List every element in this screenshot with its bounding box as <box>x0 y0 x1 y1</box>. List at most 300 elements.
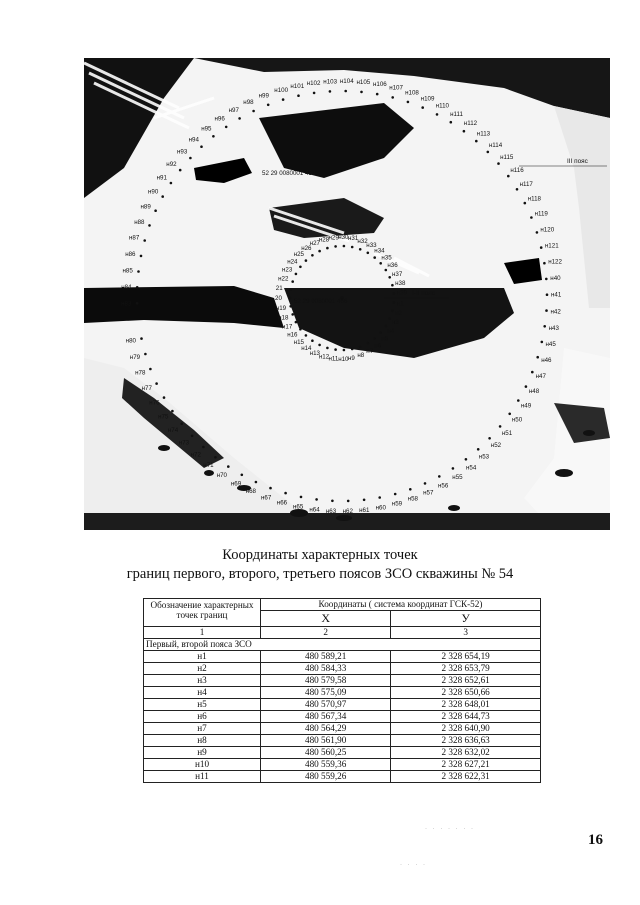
cell-name: н4 <box>144 687 261 699</box>
boundary-point-label: н96 <box>214 115 225 123</box>
boundary-point-label: н116 <box>510 167 524 175</box>
boundary-point-label: н41 <box>551 291 562 299</box>
cell-name: н9 <box>144 747 261 759</box>
boundary-point-label: н35 <box>381 254 392 262</box>
boundary-point-label: н33 <box>366 242 377 249</box>
boundary-point <box>497 162 500 165</box>
boundary-point-label: н71 <box>203 462 214 470</box>
zone-scheme-map <box>84 58 610 530</box>
boundary-point <box>136 302 139 305</box>
cell-y: 2 328 636,63 <box>391 735 541 747</box>
boundary-point-label: н40 <box>550 275 561 283</box>
caption-line-1: Координаты характерных точек <box>222 547 418 563</box>
cadastral-number-outer: 52 29 0080001 439 <box>262 170 316 177</box>
boundary-point-label: н38 <box>395 280 406 287</box>
boundary-point <box>255 481 258 484</box>
boundary-point <box>536 231 539 234</box>
boundary-point-label: н93 <box>177 148 188 156</box>
caption-line-2: границ первого, второго, третьего поясов ЗСО скважины № 54 <box>126 566 514 582</box>
boundary-point-label: н102 <box>306 80 321 87</box>
boundary-point <box>409 488 412 491</box>
boundary-point-label: н22 <box>278 275 289 283</box>
cell-name: н5 <box>144 699 261 711</box>
cell-x: 480 559,26 <box>261 771 391 783</box>
column-number-3: 3 <box>391 627 541 639</box>
boundary-point-label: н50 <box>511 416 523 424</box>
boundary-point-label: н80 <box>125 337 137 345</box>
cell-x: 480 564,29 <box>261 723 391 735</box>
boundary-point <box>379 331 382 334</box>
cell-name: н10 <box>144 759 261 771</box>
table-row <box>144 651 541 663</box>
boundary-point <box>463 130 466 133</box>
boundary-point <box>331 500 334 503</box>
table-row <box>144 687 541 699</box>
boundary-point-label: н10 <box>338 356 349 363</box>
boundary-point <box>545 278 548 281</box>
cell-x: 480 579,58 <box>261 675 391 687</box>
boundary-point <box>516 188 519 191</box>
boundary-point-label: н55 <box>452 473 463 481</box>
boundary-point <box>388 317 391 320</box>
table-row <box>144 699 541 711</box>
boundary-point <box>161 195 164 198</box>
cell-name: н11 <box>144 771 261 783</box>
boundary-point-label: н12 <box>318 353 330 361</box>
cell-name: н2 <box>144 663 261 675</box>
boundary-point-label: н23 <box>282 266 293 274</box>
boundary-point <box>140 337 143 340</box>
cell-x: 480 589,21 <box>261 651 391 663</box>
boundary-point <box>180 423 183 426</box>
zone-note-outer: III пояс <box>567 158 588 165</box>
boundary-point <box>507 175 510 178</box>
cell-y: 2 328 644,73 <box>391 711 541 723</box>
boundary-point <box>300 496 303 499</box>
cell-y: 2 328 622,31 <box>391 771 541 783</box>
boundary-point-label: н73 <box>178 439 190 447</box>
map-background <box>84 58 610 530</box>
section-label: Первый, второй пояса ЗСО <box>144 639 541 651</box>
boundary-point <box>424 482 427 485</box>
header-y: У <box>391 611 541 627</box>
boundary-point <box>329 90 332 93</box>
boundary-point-label: н107 <box>389 84 403 92</box>
cell-name: н7 <box>144 723 261 735</box>
boundary-point-label: н39 <box>396 289 408 297</box>
boundary-point <box>499 425 502 428</box>
cell-y: 2 328 650,66 <box>391 687 541 699</box>
boundary-point-label: н58 <box>407 495 419 503</box>
boundary-point-label: н65 <box>293 503 304 511</box>
boundary-point-label: н113 <box>476 130 491 138</box>
cell-x: 480 561,90 <box>261 735 391 747</box>
boundary-point-label: н46 <box>541 357 552 365</box>
boundary-point-label: н108 <box>405 89 419 97</box>
boundary-point-label: н117 <box>519 181 533 189</box>
boundary-point <box>436 113 439 116</box>
cell-name: н3 <box>144 675 261 687</box>
boundary-point <box>189 157 192 160</box>
boundary-point <box>373 337 376 340</box>
boundary-point-label: н112 <box>463 120 478 128</box>
boundary-point-label: н89 <box>140 203 151 211</box>
table-row <box>144 747 541 759</box>
boundary-point-label: н34 <box>374 247 385 255</box>
boundary-point <box>525 385 528 388</box>
boundary-point-label: н72 <box>190 451 201 459</box>
table-row <box>144 759 541 771</box>
boundary-point <box>452 467 455 470</box>
boundary-point <box>137 270 140 273</box>
boundary-point <box>488 437 491 440</box>
boundary-point <box>295 321 298 324</box>
boundary-point <box>305 334 308 337</box>
boundary-point-label: н106 <box>373 81 387 89</box>
boundary-point-label: н24 <box>287 258 298 266</box>
boundary-point-label: н37 <box>392 270 403 278</box>
cell-y: 2 328 632,02 <box>391 747 541 759</box>
cell-y: 2 328 652,61 <box>391 675 541 687</box>
boundary-point-label: н8 <box>357 352 365 360</box>
boundary-point-label: н103 <box>323 78 338 86</box>
boundary-point-label: н67 <box>261 494 272 502</box>
table-row <box>144 711 541 723</box>
boundary-point-label: н51 <box>501 429 513 437</box>
boundary-point <box>388 276 391 279</box>
boundary-point-label: н26 <box>301 244 312 252</box>
boundary-point <box>508 413 511 416</box>
boundary-point <box>191 435 194 438</box>
boundary-point <box>136 286 139 289</box>
boundary-point <box>315 498 318 501</box>
boundary-point <box>267 104 270 107</box>
boundary-point-label: н6 <box>374 342 382 350</box>
boundary-point-label: н91 <box>156 174 167 182</box>
boundary-point <box>318 250 321 253</box>
boundary-point-label: н52 <box>490 442 502 450</box>
boundary-point-label: н121 <box>544 242 559 250</box>
boundary-point-label: н15 <box>293 338 305 346</box>
boundary-point <box>367 252 370 255</box>
boundary-point <box>291 313 294 316</box>
boundary-point-label: н122 <box>548 258 562 266</box>
boundary-point-label: н75 <box>158 413 169 421</box>
boundary-point-label: н31 <box>348 235 359 243</box>
boundary-point <box>517 399 520 402</box>
boundary-point-label: н118 <box>527 195 541 203</box>
boundary-point-label: н47 <box>535 372 546 380</box>
boundary-point <box>367 342 370 345</box>
cell-name: н8 <box>144 735 261 747</box>
boundary-point <box>326 247 329 250</box>
boundary-point-label: н27 <box>309 240 321 247</box>
table-row <box>144 723 541 735</box>
boundary-point <box>148 224 151 227</box>
boundary-point <box>477 448 480 451</box>
boundary-point-label: н43 <box>548 324 559 332</box>
boundary-point-label: н2 <box>395 310 402 317</box>
boundary-point <box>531 371 534 374</box>
cell-y: 2 328 654,19 <box>391 651 541 663</box>
boundary-point <box>202 446 205 449</box>
zone-note-inner: I-II пояс <box>412 290 435 297</box>
boundary-point-label: н90 <box>148 188 159 196</box>
boundary-point <box>347 500 350 503</box>
table-row <box>144 675 541 687</box>
boundary-point <box>450 121 453 124</box>
boundary-point <box>171 410 174 413</box>
boundary-point <box>465 458 468 461</box>
cell-name: н6 <box>144 711 261 723</box>
boundary-point-label: н105 <box>356 79 371 86</box>
boundary-point <box>379 262 382 265</box>
cell-x: 480 570,97 <box>261 699 391 711</box>
boundary-point-label: н18 <box>278 314 289 322</box>
boundary-point <box>318 344 321 347</box>
boundary-point <box>311 339 314 342</box>
scan-artifact: · · · · <box>400 862 427 868</box>
boundary-point-label: н114 <box>488 141 503 149</box>
boundary-point <box>326 347 329 350</box>
boundary-point-label: н68 <box>245 488 257 496</box>
page-number: 16 <box>588 832 603 848</box>
boundary-point-label: н16 <box>287 331 298 339</box>
boundary-point-label: н88 <box>134 218 145 226</box>
boundary-point <box>360 91 363 94</box>
boundary-point <box>227 465 230 468</box>
boundary-point <box>391 310 394 313</box>
boundary-point <box>545 309 548 312</box>
boundary-point-label: н77 <box>141 384 152 392</box>
cell-name: н1 <box>144 651 261 663</box>
boundary-point-label: н29 <box>328 234 339 242</box>
cell-y: 2 328 640,90 <box>391 723 541 735</box>
boundary-point-label: н62 <box>342 507 353 515</box>
boundary-point <box>359 248 362 251</box>
column-number-2: 2 <box>261 627 391 639</box>
cell-y: 2 328 627,21 <box>391 759 541 771</box>
boundary-point <box>393 292 396 295</box>
boundary-point-label: н85 <box>122 267 133 275</box>
boundary-point <box>421 106 424 109</box>
boundary-point <box>282 98 285 101</box>
cell-x: 480 559,36 <box>261 759 391 771</box>
boundary-point-label: н48 <box>528 388 540 395</box>
boundary-point-label: н30 <box>338 234 349 241</box>
boundary-point-label: н95 <box>201 125 212 133</box>
boundary-point <box>344 90 347 93</box>
boundary-point <box>376 93 379 96</box>
boundary-point-label: 21 <box>275 285 283 293</box>
boundary-point-label: н13 <box>309 350 321 357</box>
boundary-point <box>154 209 157 212</box>
boundary-point-label: н115 <box>500 154 514 162</box>
boundary-point-label: н98 <box>243 99 254 106</box>
boundary-point <box>351 246 354 249</box>
cell-x: 480 575,09 <box>261 687 391 699</box>
cell-y: 2 328 653,79 <box>391 663 541 675</box>
boundary-point <box>378 496 381 499</box>
boundary-point-label: н56 <box>438 482 449 490</box>
boundary-point-label: н1 <box>396 300 404 308</box>
boundary-point-label: н101 <box>290 82 305 90</box>
boundary-point-label: н49 <box>520 402 532 410</box>
boundary-point-label: н109 <box>420 95 435 103</box>
boundary-point <box>284 492 287 495</box>
boundary-point-label: н9 <box>348 354 355 362</box>
boundary-point <box>163 396 166 399</box>
boundary-point-label: н61 <box>359 506 370 514</box>
boundary-point-label: н64 <box>309 506 320 514</box>
table-row <box>144 771 541 783</box>
boundary-point-label: н63 <box>325 507 337 515</box>
boundary-point-label: н97 <box>228 106 239 114</box>
boundary-point <box>487 151 490 154</box>
boundary-point <box>289 305 292 308</box>
boundary-point <box>238 117 241 120</box>
column-number-1: 1 <box>144 627 261 639</box>
boundary-point <box>297 94 300 97</box>
cadastral-number-inner: 52 29 0080001 466 <box>294 298 348 305</box>
boundary-point <box>351 348 354 351</box>
cell-x: 480 567,34 <box>261 711 391 723</box>
boundary-point-label: н42 <box>550 308 561 316</box>
map-graphic <box>84 58 610 530</box>
boundary-point-label: н17 <box>282 323 293 331</box>
boundary-point-label: н19 <box>275 304 287 312</box>
boundary-point <box>149 368 152 371</box>
boundary-point <box>343 349 346 352</box>
boundary-point-label: н100 <box>274 87 289 95</box>
boundary-point-label: н7 <box>366 348 374 355</box>
boundary-point <box>200 145 203 148</box>
boundary-point-label: н53 <box>478 453 490 461</box>
boundary-point-label: н66 <box>276 499 288 507</box>
boundary-point <box>334 245 337 248</box>
boundary-point <box>393 301 396 304</box>
header-x: X <box>261 611 391 627</box>
boundary-point-label: н69 <box>230 480 242 488</box>
boundary-point <box>475 140 478 143</box>
boundary-point-label: н45 <box>545 341 556 349</box>
boundary-point <box>373 256 376 259</box>
boundary-point <box>391 96 394 99</box>
boundary-point <box>543 325 546 328</box>
boundary-point <box>155 382 158 385</box>
boundary-point-label: н57 <box>423 489 434 497</box>
boundary-point-label: н119 <box>534 210 548 218</box>
boundary-point-label: н92 <box>166 161 177 168</box>
boundary-point-label: н87 <box>129 234 140 242</box>
table-row <box>144 663 541 675</box>
boundary-point-label: н111 <box>450 110 463 118</box>
boundary-point-label: н74 <box>167 427 179 435</box>
boundary-point-label: н70 <box>216 471 228 479</box>
boundary-point <box>407 101 410 104</box>
cell-x: 480 560,25 <box>261 747 391 759</box>
boundary-point-label: н104 <box>339 78 354 85</box>
boundary-point <box>241 474 244 477</box>
cell-y: 2 328 648,01 <box>391 699 541 711</box>
boundary-point <box>394 493 397 496</box>
boundary-point-label: н5 <box>381 335 389 343</box>
boundary-point <box>295 273 298 276</box>
boundary-point-label: н59 <box>391 500 403 508</box>
boundary-point <box>359 345 362 348</box>
boundary-point-label: н14 <box>301 345 312 353</box>
boundary-point <box>363 499 366 502</box>
boundary-point <box>291 280 294 283</box>
boundary-point <box>541 341 544 344</box>
boundary-point-label: н3 <box>392 319 399 327</box>
boundary-point <box>269 487 272 490</box>
header-point-name: Обозначение характерных точек границ <box>144 599 261 627</box>
boundary-point-label: н94 <box>188 136 199 144</box>
boundary-point <box>311 254 314 257</box>
boundary-point <box>289 288 292 291</box>
boundary-point-label: н110 <box>435 102 449 110</box>
boundary-point <box>546 293 549 296</box>
boundary-point <box>524 202 527 205</box>
boundary-point <box>536 356 539 359</box>
boundary-point-label: н99 <box>258 92 269 100</box>
boundary-point <box>391 284 394 287</box>
boundary-point <box>225 126 228 129</box>
boundary-point <box>252 110 255 113</box>
cell-x: 480 584,33 <box>261 663 391 675</box>
boundary-point-label: н25 <box>293 251 305 259</box>
boundary-point <box>540 246 543 249</box>
boundary-point <box>214 456 217 459</box>
boundary-point <box>313 92 316 95</box>
boundary-point <box>299 266 302 269</box>
boundary-point-label: н32 <box>357 237 368 245</box>
table-row <box>144 735 541 747</box>
boundary-point <box>299 328 302 331</box>
boundary-point <box>438 475 441 478</box>
boundary-point <box>289 297 292 300</box>
boundary-point <box>144 353 147 356</box>
coordinates-table <box>143 598 541 783</box>
boundary-point <box>543 262 546 265</box>
boundary-point-label: н120 <box>540 226 555 234</box>
boundary-point-label: н83 <box>121 300 132 308</box>
boundary-point-label: н78 <box>135 369 146 377</box>
boundary-point <box>170 182 173 185</box>
boundary-point <box>305 259 308 262</box>
boundary-point-label: н86 <box>125 250 136 258</box>
boundary-point <box>343 245 346 248</box>
boundary-point-label: 20 <box>275 295 282 302</box>
boundary-point <box>143 239 146 242</box>
boundary-point-label: н4 <box>387 327 395 335</box>
boundary-point <box>334 348 337 351</box>
boundary-point-label: н79 <box>129 353 141 361</box>
boundary-point-label: н36 <box>387 262 398 270</box>
boundary-point <box>212 135 215 138</box>
boundary-point <box>140 255 143 258</box>
boundary-point-label: н76 <box>149 399 160 407</box>
header-coordinates: Координаты ( система координат ГСК-52) <box>261 599 541 611</box>
boundary-point <box>179 169 182 172</box>
boundary-point-label: н54 <box>466 464 477 472</box>
scan-artifact: · · · · · · · <box>425 826 475 832</box>
boundary-point <box>530 216 533 219</box>
boundary-point-label: н28 <box>318 236 330 244</box>
boundary-point-label: н60 <box>375 504 386 512</box>
boundary-point-label: н84 <box>121 283 132 291</box>
